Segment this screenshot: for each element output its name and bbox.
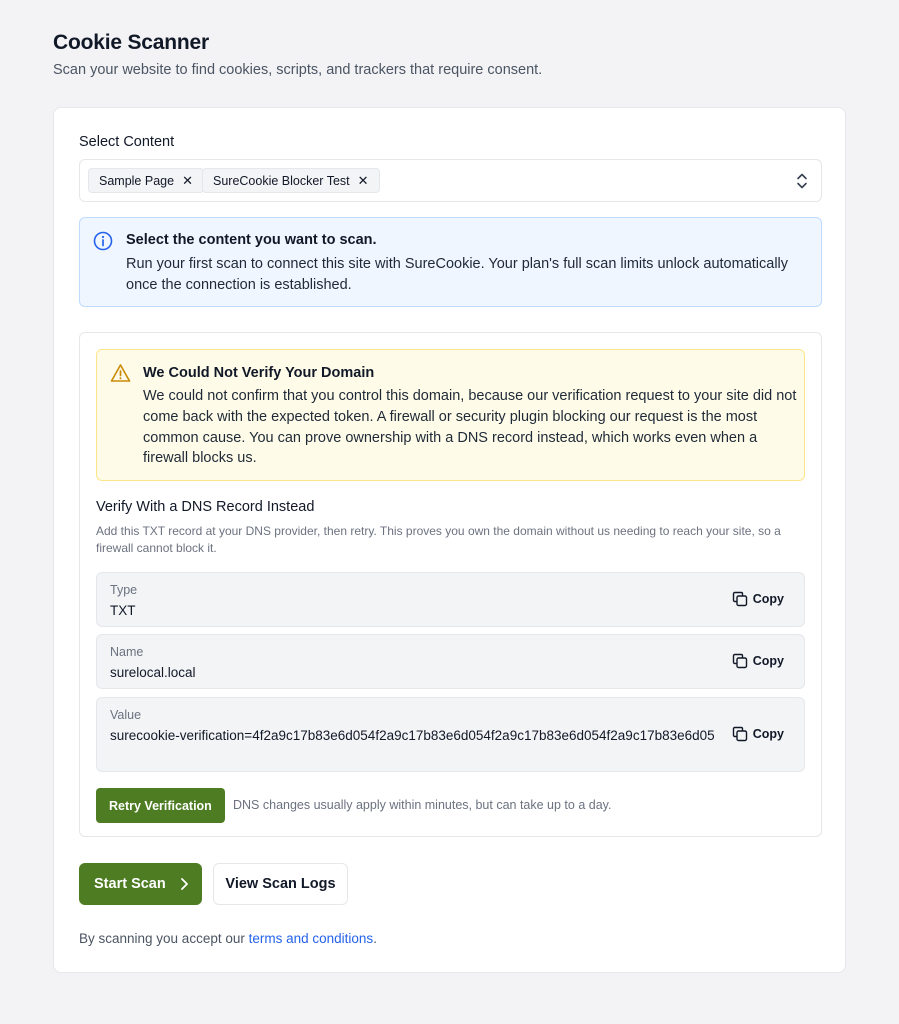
chip-label: Sample Page xyxy=(99,173,175,188)
close-icon[interactable]: ✕ xyxy=(357,173,369,188)
record-value: surelocal.local xyxy=(110,665,196,680)
domain-verification-panel xyxy=(79,332,822,837)
terms-notice xyxy=(79,931,377,946)
record-value: surecookie-verification=4f2a9c17b83e6d054f2a9c17b83e6d054f2a9c17b83e6d054f2a9c17b83e6d05 xyxy=(110,728,715,743)
copy-name-button[interactable] xyxy=(732,653,784,669)
info-alert-title: Select the content you want to scan. xyxy=(126,232,377,248)
retry-verification-button[interactable]: Retry Verification xyxy=(96,788,225,823)
chip-label: SureCookie Blocker Test xyxy=(213,173,350,188)
select-content-label: Select Content xyxy=(79,134,175,150)
chevron-up-down-icon[interactable] xyxy=(795,172,809,190)
start-scan-button[interactable] xyxy=(79,863,202,905)
record-value: TXT xyxy=(110,603,136,618)
content-chip xyxy=(202,168,380,193)
close-icon[interactable]: ✕ xyxy=(182,173,193,188)
warning-alert-text: We could not confirm that you control this domain, because our verification request to your site did not come back with the expected token. A firewall or security plugin blocking our request is the most common cause. You can prove ownership with a DNS record instead, which works even when a firewall blocks us. xyxy=(143,388,797,467)
dns-record-name xyxy=(96,634,805,689)
start-scan-label: Start Scan xyxy=(94,876,166,892)
info-alert-text: Run your first scan to connect this site with SureCookie. Your plan's full scan limits unlock automatically once the connection is established. xyxy=(126,256,789,293)
copy-icon xyxy=(732,653,748,669)
info-alert xyxy=(79,217,822,307)
copy-icon xyxy=(732,591,748,607)
copy-icon xyxy=(732,726,748,742)
content-chip xyxy=(88,168,204,193)
chevron-right-icon xyxy=(180,877,189,891)
scanner-card xyxy=(53,107,846,973)
dns-section-description: Add this TXT record at your DNS provider, then retry. This proves you own the domain without us needing to reach your site, so a firewall cannot block it. xyxy=(96,524,781,555)
view-scan-logs-button[interactable]: View Scan Logs xyxy=(213,863,348,905)
copy-label: Copy xyxy=(752,654,784,668)
warning-icon xyxy=(110,363,131,383)
record-label: Type xyxy=(110,583,138,597)
warning-alert-title: We Could Not Verify Your Domain xyxy=(143,365,375,381)
copy-label: Copy xyxy=(752,592,784,606)
copy-type-button[interactable] xyxy=(732,591,784,607)
retry-hint: DNS changes usually apply within minutes, but can take up to a day. xyxy=(233,798,612,812)
info-icon xyxy=(93,231,113,251)
dns-section-title: Verify With a DNS Record Instead xyxy=(96,499,315,515)
dns-record-type xyxy=(96,572,805,627)
terms-suffix: . xyxy=(373,931,377,946)
copy-label: Copy xyxy=(752,727,784,741)
page-subtitle: Scan your website to find cookies, scripts, and trackers that require consent. xyxy=(53,62,543,78)
terms-link[interactable]: terms and conditions xyxy=(248,931,374,946)
copy-value-button[interactable] xyxy=(732,726,784,742)
terms-prefix: By scanning you accept our xyxy=(79,931,249,946)
record-label: Value xyxy=(110,708,142,722)
record-label: Name xyxy=(110,645,144,659)
dns-record-value xyxy=(96,697,805,772)
warning-alert xyxy=(96,349,805,481)
content-multiselect[interactable] xyxy=(79,159,822,202)
page-title: Cookie Scanner xyxy=(53,31,209,54)
